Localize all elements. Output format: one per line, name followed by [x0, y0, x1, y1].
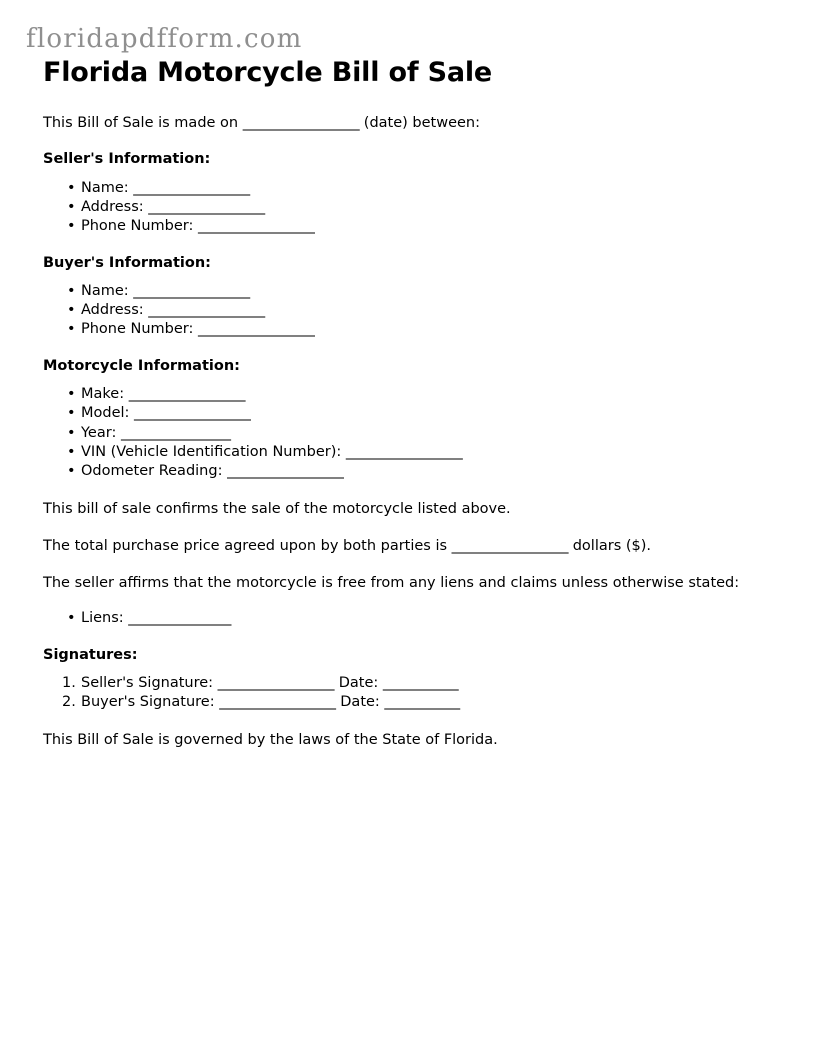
field-label: Model: — [81, 405, 135, 422]
field-label: VIN (Vehicle Identification Number): — [81, 443, 346, 460]
list-item — [81, 301, 749, 320]
list-item — [81, 320, 749, 339]
date-blank[interactable]: _________________ — [242, 115, 360, 131]
list-item — [81, 693, 749, 712]
field-label: Liens: — [81, 610, 129, 627]
signatures-heading: Signatures: — [43, 646, 138, 663]
list-item — [81, 404, 749, 423]
price-prefix: The total purchase price agreed upon by both parties is — [43, 537, 452, 554]
field-label: Phone Number: — [81, 218, 199, 235]
list-item — [81, 443, 749, 462]
list-item — [81, 217, 749, 236]
list-item — [81, 198, 749, 217]
buyer-info-heading: Buyer's Information: — [43, 254, 211, 271]
list-item — [81, 385, 749, 404]
field-label: Buyer's Signature: — [81, 694, 220, 711]
list-item — [81, 462, 749, 481]
model-blank[interactable]: _________________ — [134, 405, 251, 422]
confirmation-paragraph: This bill of sale confirms the sale of the motorcycle listed above. — [43, 500, 511, 517]
vin-blank[interactable]: _________________ — [345, 443, 463, 460]
field-label: Odometer Reading: — [81, 463, 228, 480]
buyer-name-blank[interactable]: _________________ — [133, 282, 250, 299]
buyer-phone-blank[interactable]: _________________ — [198, 321, 315, 338]
field-label: Address: — [81, 198, 149, 215]
field-label: Year: — [81, 424, 121, 441]
price-blank[interactable]: _________________ — [451, 537, 569, 554]
motorcycle-info-list — [43, 385, 749, 481]
field-label: Name: — [81, 179, 134, 196]
document-body — [43, 114, 749, 768]
list-item — [81, 424, 749, 443]
buyer-date-blank[interactable]: ___________ — [384, 694, 460, 711]
odometer-blank[interactable]: _________________ — [227, 463, 344, 480]
seller-info-heading: Seller's Information: — [43, 151, 211, 168]
list-item — [81, 282, 749, 301]
motorcycle-info-heading: Motorcycle Information: — [43, 357, 240, 374]
field-label: Name: — [81, 282, 134, 299]
price-paragraph — [43, 537, 749, 556]
field-label: Phone Number: — [81, 321, 199, 338]
buyer-signature-blank[interactable]: _________________ — [219, 694, 336, 711]
intro-prefix: This Bill of Sale is made on — [43, 115, 243, 131]
price-suffix: dollars ($). — [568, 537, 652, 554]
page-title: Florida Motorcycle Bill of Sale — [43, 57, 493, 88]
seller-phone-blank[interactable]: _________________ — [198, 218, 315, 235]
list-item — [81, 179, 749, 198]
date-label: Date: — [334, 675, 383, 692]
liens-blank[interactable]: _______________ — [128, 610, 232, 627]
field-label: Address: — [81, 302, 149, 319]
field-label: Seller's Signature: — [81, 675, 218, 692]
intro-suffix: (date) between: — [359, 115, 481, 131]
seller-address-blank[interactable]: _________________ — [148, 198, 265, 215]
buyer-info-list — [43, 282, 749, 340]
list-item — [81, 674, 749, 693]
seller-date-blank[interactable]: ___________ — [382, 675, 459, 692]
signatures-list — [43, 674, 749, 713]
buyer-address-blank[interactable]: _________________ — [148, 302, 265, 319]
governing-law-paragraph: This Bill of Sale is governed by the laws of the State of Florida. — [43, 731, 498, 748]
date-label: Date: — [335, 694, 385, 711]
list-item — [81, 609, 749, 628]
liens-statement-paragraph: The seller affirms that the motorcycle is free from any liens and claims unless otherwise stated: — [43, 575, 740, 592]
make-blank[interactable]: _________________ — [128, 386, 246, 403]
field-label: Make: — [81, 386, 129, 403]
seller-signature-blank[interactable]: _________________ — [217, 675, 335, 692]
seller-info-list — [43, 179, 749, 237]
site-watermark: floridapdfform.com — [26, 24, 303, 54]
liens-list — [43, 609, 749, 628]
intro-paragraph — [43, 114, 749, 133]
year-blank[interactable]: ________________ — [120, 424, 231, 441]
seller-name-blank[interactable]: _________________ — [133, 179, 250, 196]
